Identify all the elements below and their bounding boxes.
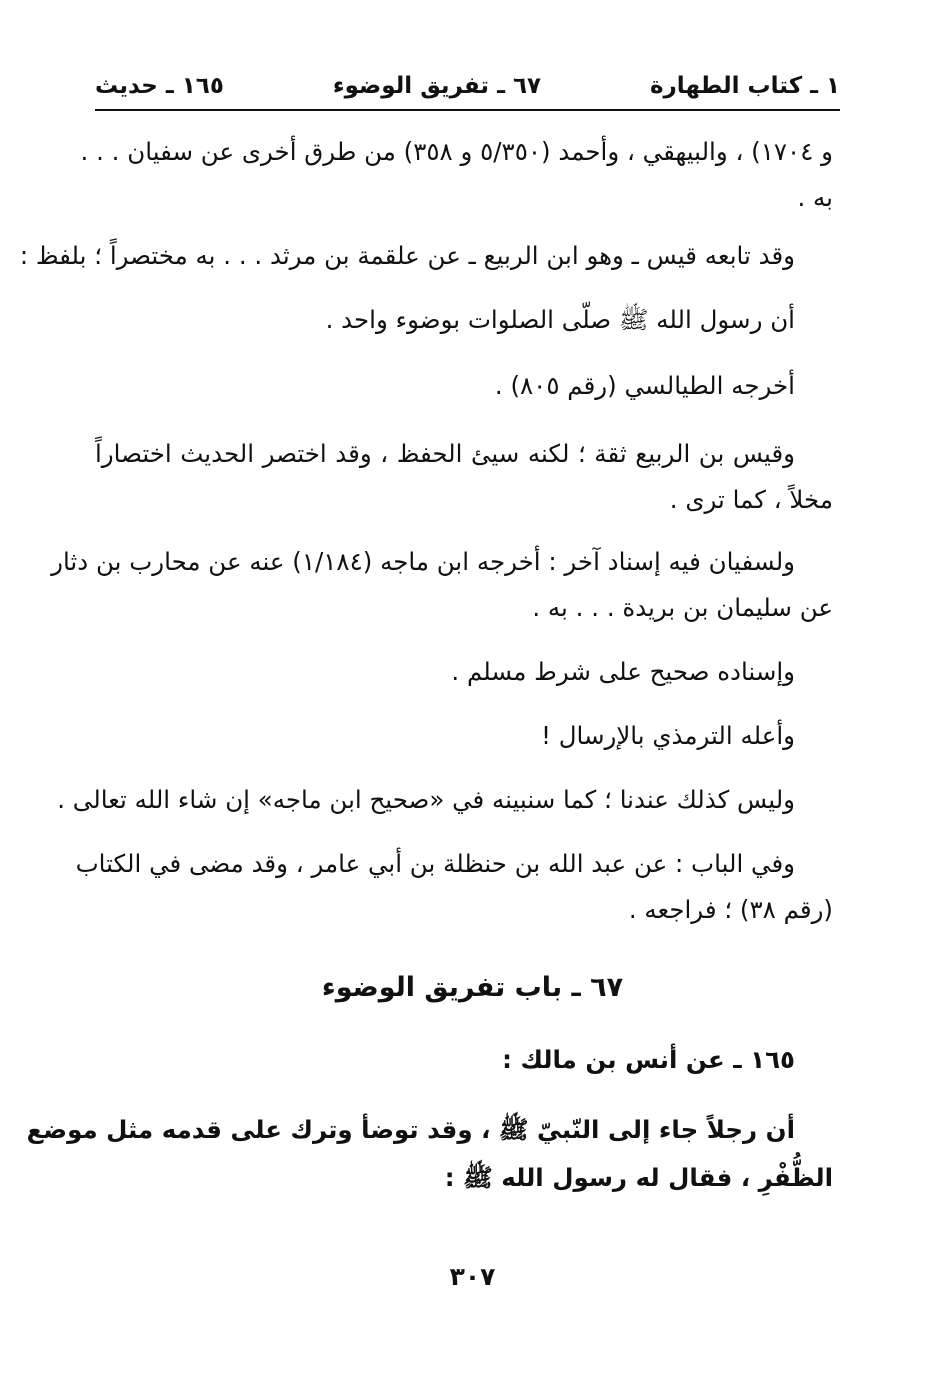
text-line: وفي الباب : عن عبد الله بن حنظلة بن أبي عامر ، وقد مضى في الكتاب [75,849,795,878]
text-line: و ١٧٠٤) ، والبيهقي ، وأحمد (٥/٣٥٠ و ٣٥٨) من طرق أخرى عن سفيان . . . [80,137,833,166]
text-line: أن رسول الله ﷺ صلّى الصلوات بوضوء واحد . [325,305,795,334]
header-rule [95,109,840,111]
hadith-text-line: أن رجلاً جاء إلى النّبيّ ﷺ ، وقد توضأ وترك على قدمه مثل موضع [26,1115,795,1144]
text-line: وليس كذلك عندنا ؛ كما سنبينه في «صحيح ابن ماجه» إن شاء الله تعالى . [57,785,795,814]
text-line: ولسفيان فيه إسناد آخر : أخرجه ابن ماجه (١/١٨٤) عنه عن محارب بن دثار [51,547,795,576]
text-line: به . [797,183,833,212]
text-line: أخرجه الطيالسي (رقم ٨٠٥) . [494,371,795,400]
chapter-heading: ٦٧ ـ باب تفريق الوضوء [321,972,624,1003]
hadith-text-line: الظُّفْرِ ، فقال له رسول الله ﷺ : [444,1163,833,1192]
header-chapter-title: ٦٧ ـ تفريق الوضوء [332,73,542,99]
text-line: وقد تابعه قيس ـ وهو ابن الربيع ـ عن علقمة بن مرثد . . . به مختصراً ؛ بلفظ : [19,241,795,270]
hadith-intro: ١٦٥ ـ عن أنس بن مالك : [502,1045,795,1074]
running-header [95,66,840,106]
text-line: وقيس بن الربيع ثقة ؛ لكنه سيئ الحفظ ، وقد اختصر الحديث اختصاراً [95,439,795,468]
text-line: وإسناده صحيح على شرط مسلم . [451,657,795,686]
text-line: عن سليمان بن بريدة . . . به . [532,593,833,622]
text-line: مخلاً ، كما ترى . [669,485,833,514]
text-line: وأعله الترمذي بالإرسال ! [541,721,795,750]
page-number: ٣٠٧ [449,1262,496,1291]
header-book-title: ١ ـ كتاب الطهارة [649,73,840,99]
text-line: (رقم ٣٨) ؛ فراجعه . [628,895,833,924]
header-hadith-number: ١٦٥ ـ حديث [95,73,224,99]
